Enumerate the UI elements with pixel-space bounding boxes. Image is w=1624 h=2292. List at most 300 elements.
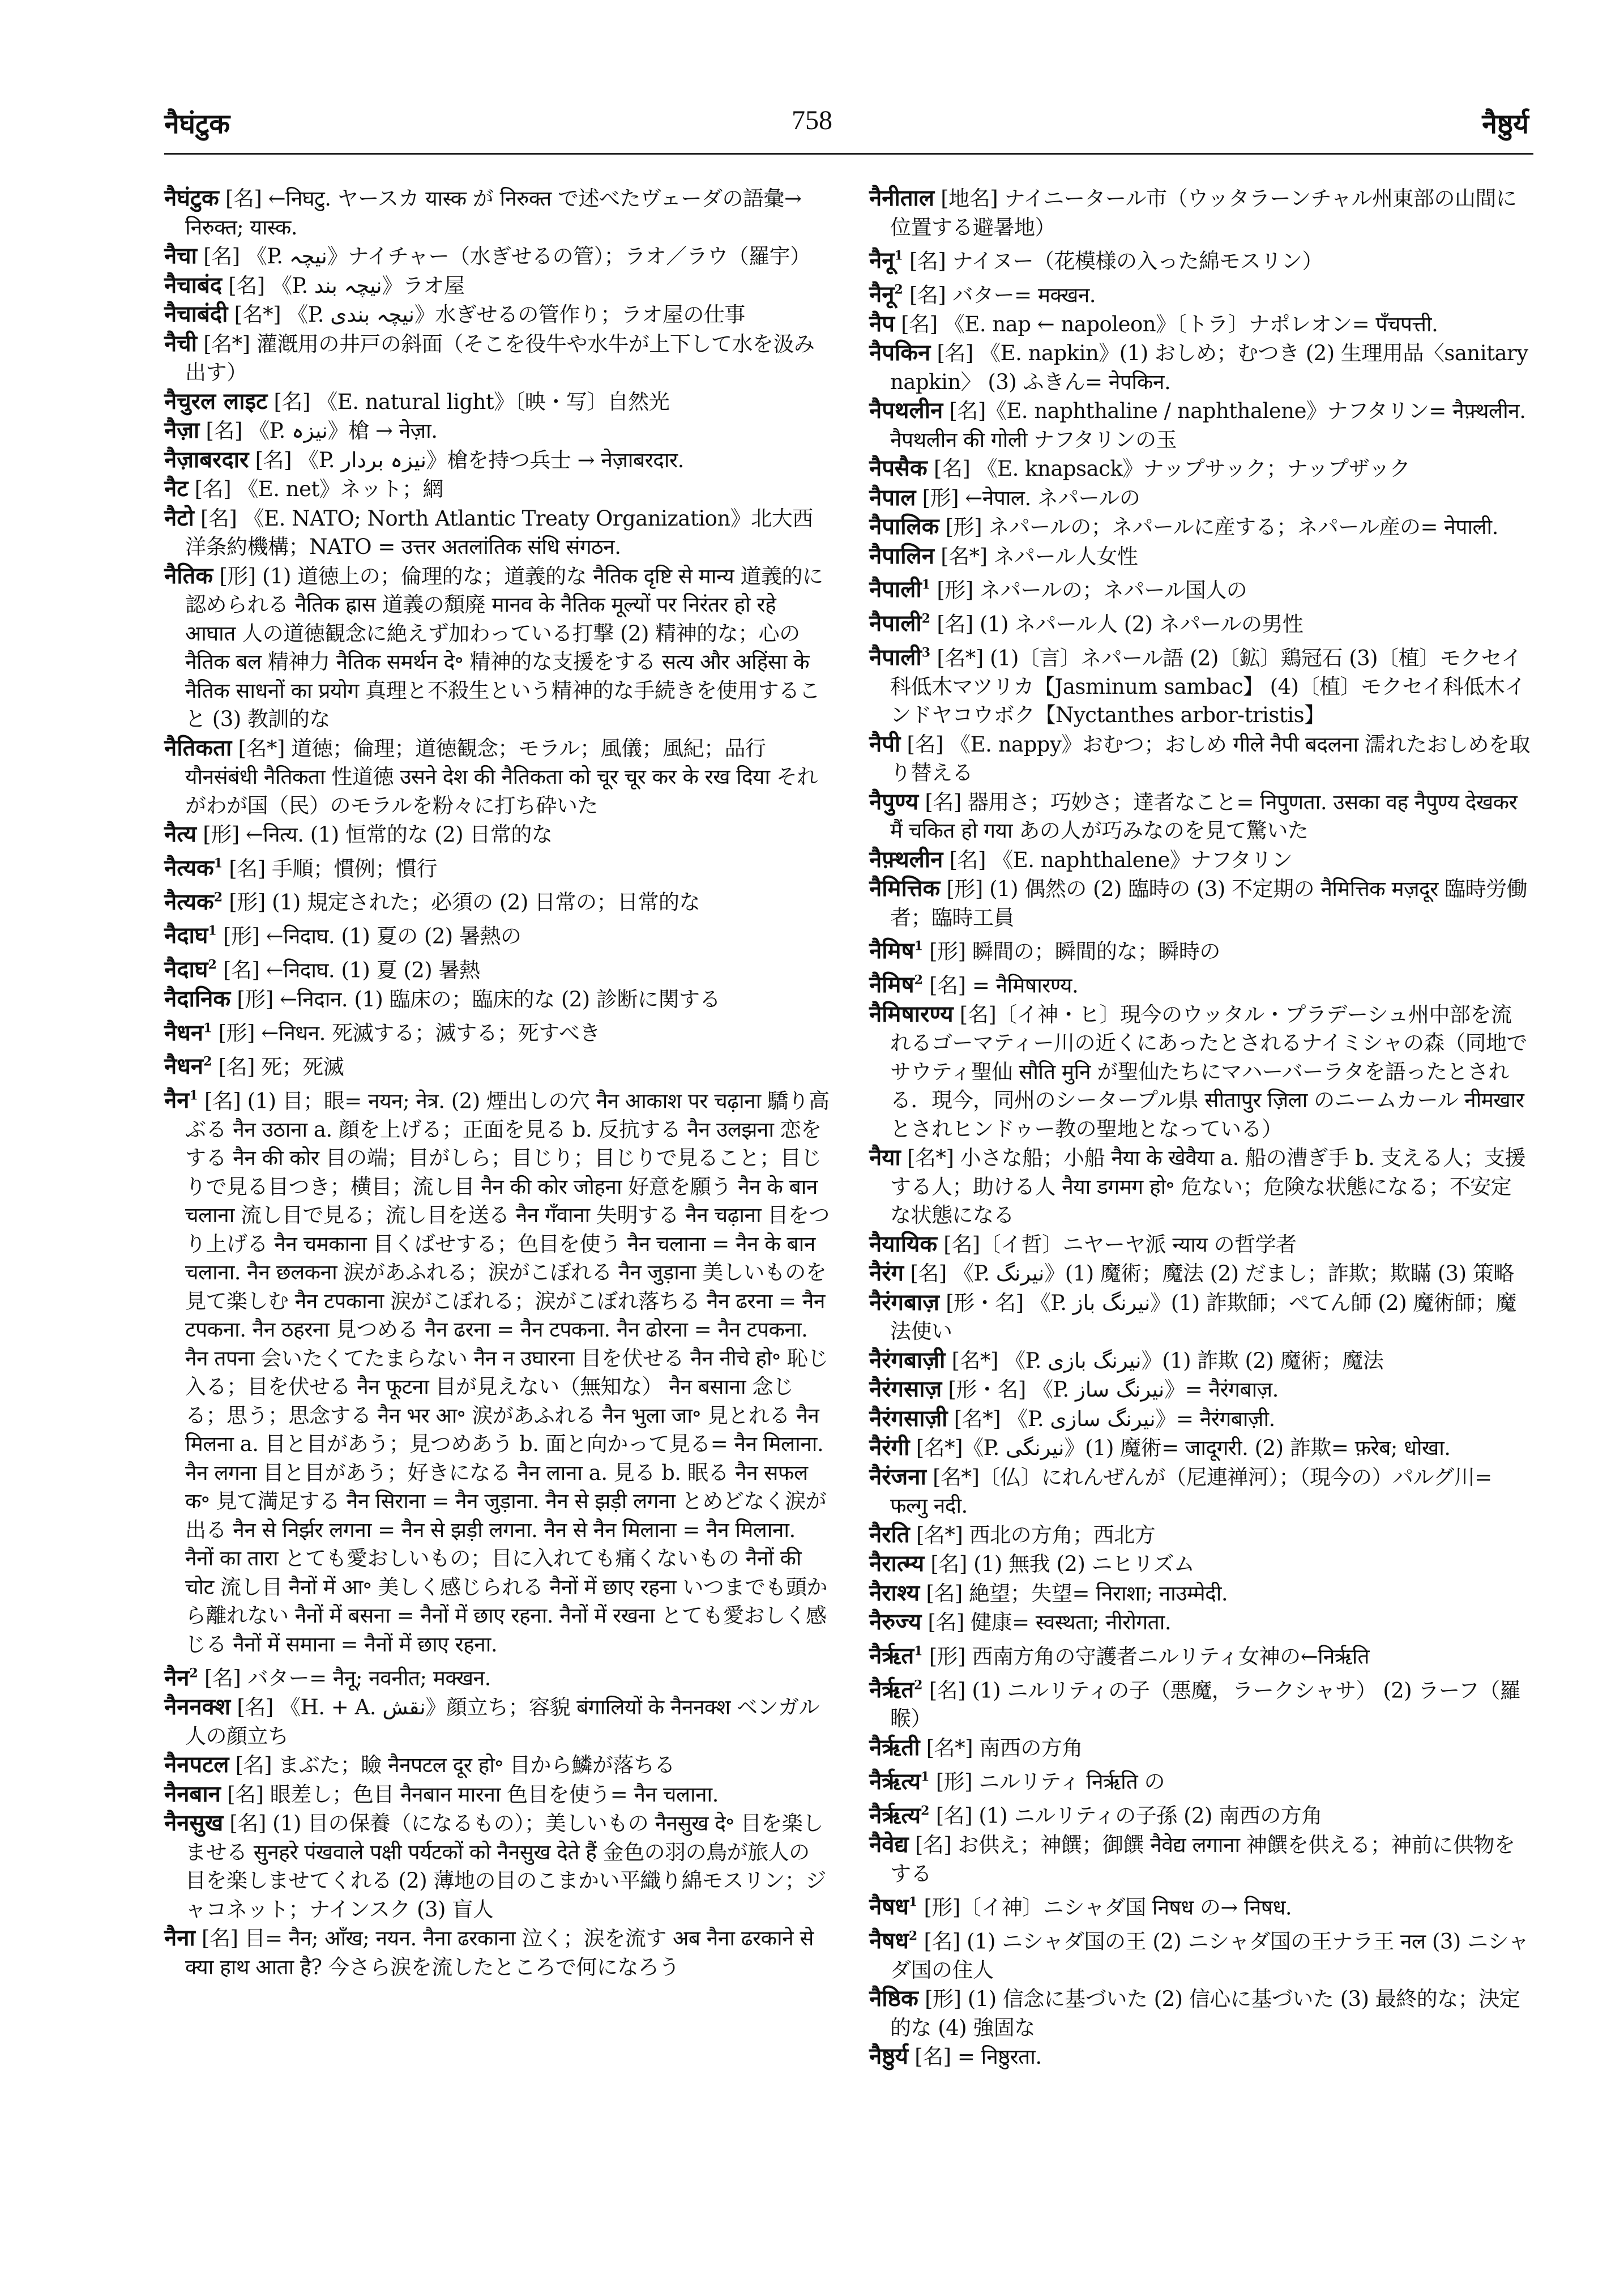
homograph-number: 1 — [189, 1088, 198, 1103]
definition: [名] 眼差し；色目 नैनबान मारना 色目を使う= नैन चलाना. — [220, 1782, 719, 1807]
definition: [名] (1) ニルリティの子孫 (2) 南西の方角 — [929, 1803, 1322, 1828]
headword-text: नैपाली — [869, 644, 922, 671]
homograph-number: 1 — [203, 1021, 212, 1036]
headword — [164, 388, 267, 415]
homograph-number: 1 — [894, 249, 903, 263]
headword-text: नैष्ठुर्य — [869, 2043, 908, 2070]
dictionary-entry — [164, 242, 830, 271]
headword — [164, 1087, 198, 1113]
definition: [形] ←निदान. (1) 臨床の；臨床的な (2) 診断に関する — [230, 987, 720, 1011]
headword — [869, 1260, 904, 1286]
definition: [名] (1) 目；眼= नयन; नेत्र. (2) 煙出しの穴 नैन आकाश पर चढ़ाना 驕り高ぶる नैन उठाना a. 顔を上げる；正面を見る b. 反抗する नैन उलझना 恋をする नैन की कोर 目の端；目がしら；目じり；目じりで見ること；目じりで見る目つき；横目；流し目 नैन की कोर जोहना 好意を願う नैन के बान चलाना 流し目で見る；流し目を送る नैन गँवाना 失明する नैन चढ़ाना 目をつり上げる नैन चमकाना 目くばせする；色目を使う नैन चलाना = नैन के बान चलाना. नैन छलकना 涙があふれる；涙がこぼれる नैन जुड़ाना 美しいものを見て楽しむ नैन टपकाना 涙がこぼれる；涙がこぼれ落ちる नैन ढरना = नैन टपकना. नैन ठहरना 見つめる नैन ढरना = नैन टपकना. नैन ढोरना = नैन टपकना. नैन तपना 会いたくてたまらない नैन न उघारना 目を伏せる नैन नीचे हो॰ 恥じ入る；目を伏せる नैन फूटना 目が見えない（無知な） नैन बसाना 念じる；思う；思念する नैन भर आ॰ 涙があふれる नैन भुला जा॰ 見とれる नैन मिलना a. 目と目があう；見つめあう b. 面と向かって見る= नैन मिलाना. नैन लगना 目と目があう；好きになる नैन लाना a. 見る b. 眠る नैन सफल क॰ 見て満足する नैन सिराना = नैन जुड़ाना. नैन से झड़ी लगना とめどなく涙が出る नैन से निर्झर लगना = नैन से झड़ी लगना. नैन से नैन मिलाना = नैन मिलाना. नैनों का तारा とても愛おしいもの；目に入れても痛くないもの नैनों की चोट 流し目 नैनों में आ॰ 美しく感じられる नैनों में छाए रहना いつまでも頭から離れない नैनों में बसना = नैनों में छाए रहना. नैनों में रखना とても愛おしく感じる नैनों में समाना = नैनों में छाए रहना. — [185, 1089, 830, 1657]
definition: [形] (1) 偶然の (2) 臨時の (3) 不定期の नैमित्तिक मज़दूर 臨時労働者；臨時工員 — [890, 877, 1528, 930]
definition: [名] (1) 目の保養（になるもの）；美しいもの नैनसुख दे॰ 目を楽しませる सुनहरे पंखवाले पक्षी पर्यटकों को नैनसुख देते हैं 金色の羽の鳥が旅人の目を楽しませてくれる (2) 薄地の目のこまかい平織り綿モスリン；ジャコネット；ナインスク (3) 盲人 — [185, 1811, 826, 1922]
definition: [形] (1) 規定された；必須の (2) 日常の；日常的な — [223, 890, 700, 915]
definition: [名*]〔仏〕にれんぜんが（尼連禅河）；（現今の）パルグ川= फल्गु नदी. — [890, 1465, 1492, 1518]
headword — [164, 242, 197, 269]
dictionary-entry — [869, 1433, 1532, 1463]
headword — [164, 1693, 230, 1720]
headword-text: नैन — [164, 1087, 190, 1114]
definition: [名] = नैमिषारण्य. — [922, 973, 1079, 998]
dictionary-entry — [869, 484, 1532, 513]
dictionary-entry — [164, 1659, 830, 1693]
headword — [164, 922, 217, 949]
headword-text: नैवेद्य — [869, 1831, 909, 1858]
dictionary-entry — [869, 1671, 1532, 1734]
headword — [164, 562, 213, 589]
dictionary-entry — [164, 1693, 830, 1751]
definition: [名] 《H. + A. نقش》顔立ち；容貌 बंगालियों के नैननक्श ベンガル人の顔立ち — [185, 1695, 820, 1748]
homograph-number: 2 — [208, 957, 217, 972]
headword — [869, 937, 923, 964]
homograph-number: 2 — [203, 1055, 212, 1070]
headword — [869, 1831, 909, 1858]
dictionary-entry — [164, 951, 830, 985]
headword-text: नैरंग — [869, 1260, 904, 1287]
dictionary-entry — [164, 1924, 830, 1982]
headword — [869, 644, 930, 671]
definition: [名]《E. naphthaline / naphthalene》ナフタリン= नैफ़्थलीन. नैपथलीन की गोली ナフタリンの玉 — [890, 399, 1526, 452]
definition: [名]〔イ神・ヒ〕現今のウッタル・プラデーシュ州中部を流れるゴーマティー川の近くにあったとされるナイミシャの森（同地でサウティ聖仙 सौति मुनि が聖仙たちにマハーバーラタを語ったとされる．現今，同州のシータープル県 सीतापुर ज़िला のニームカール नीमखार とされヒンドゥー教の聖地となっている） — [890, 1002, 1527, 1141]
headword-text: नैत्यक — [164, 888, 214, 915]
headword-text: नैर्ऋत — [869, 1676, 914, 1703]
dictionary-entry — [869, 1984, 1532, 2042]
headword-text: नैपसैक — [869, 455, 928, 482]
headword — [869, 576, 930, 603]
definition: [名] 《E. natural light》〔映・写〕自然光 — [267, 389, 670, 414]
headword-text: नैमिष — [869, 937, 914, 964]
definition: [形] ←निदाघ. (1) 夏の (2) 暑熱の — [216, 924, 522, 949]
homograph-number: 2 — [189, 1666, 198, 1681]
dictionary-entry — [869, 966, 1532, 1000]
homograph-number: 2 — [914, 1678, 923, 1693]
headword — [164, 855, 223, 881]
definition: [名*] (1)〔言〕ネパール語 (2)〔鉱〕鶏冠石 (3)〔植〕モクセイ科低木マツリカ【Jasminum sambac】 (4)〔植〕モクセイ科低木インドヤコウボク【Nyctanthes arbor-tristis】 — [890, 646, 1525, 728]
headword-text: नैज़ाबरदार — [164, 446, 249, 473]
headword-text: नैनीताल — [869, 185, 935, 211]
dictionary-entry — [164, 271, 830, 301]
dictionary-entry — [164, 387, 830, 417]
headword — [869, 610, 930, 637]
headword-text: नैरंगसाज़ी — [869, 1405, 948, 1432]
homograph-number: 2 — [921, 1803, 930, 1819]
headword — [164, 889, 223, 915]
definition: [名*] 道徳；倫理；道徳観念；モラル；風儀；風紀；品行 यौनसंबंधी नैतिकता 性道徳 उसने देश की नैतिकता को चूर चूर कर के रख दिया それがわが国（民）のモラルを粉々に打ち砕いた — [185, 736, 818, 818]
dictionary-entry — [164, 1809, 830, 1924]
headword-text: नैयायिक — [869, 1230, 938, 1257]
headword — [164, 505, 194, 531]
dictionary-entry — [869, 730, 1532, 788]
headword-text: नैनू — [869, 281, 895, 308]
definition: [名] ←निदाघ. (1) 夏 (2) 暑熱 — [216, 958, 480, 983]
headword-text: नैरंगी — [869, 1434, 910, 1461]
headword-text: नैदानिक — [164, 985, 231, 1012]
headword — [869, 971, 923, 998]
headword-text: नैतिक — [164, 562, 213, 589]
headword-text: नैन — [164, 1664, 190, 1691]
headword — [164, 301, 228, 327]
dictionary-entry — [869, 242, 1532, 276]
definition: [名] 《P. نیزہ》槍 → नेज़ा. — [199, 419, 438, 443]
headword — [869, 1676, 922, 1703]
headword-text: नैधन — [164, 1053, 203, 1080]
headword-text: नैतिकता — [164, 734, 232, 761]
dictionary-entry — [164, 504, 830, 562]
headword-text: नैरति — [869, 1521, 910, 1548]
dictionary-entry — [869, 1762, 1532, 1796]
headword — [869, 310, 895, 337]
dictionary-entry — [164, 917, 830, 951]
headword-text: नैमिष — [869, 971, 914, 998]
headword-text: नैत्यक — [164, 854, 214, 881]
definition: [形] 瞬間の；瞬間的な；瞬時の — [922, 939, 1220, 964]
header-rule — [164, 153, 1533, 155]
headword-text: नैची — [164, 330, 197, 357]
headword-text: नैपाली — [869, 576, 922, 603]
definition: [形] ネパールの；ネパールに産する；ネパール産の= नेपाली. — [939, 515, 1498, 540]
headword — [869, 455, 928, 481]
definition: [名] (1) ニルリティの子（悪魔，ラークシャサ） (2) ラーフ（羅睺） — [890, 1678, 1521, 1731]
dictionary-entry — [869, 1550, 1532, 1579]
headword-text: नैरात्म्य — [869, 1550, 925, 1577]
headword-text: नैचाबंद — [164, 271, 223, 298]
dictionary-entry — [869, 396, 1532, 454]
headword-text: नैत्य — [164, 821, 196, 847]
dictionary-entry — [164, 734, 830, 821]
headword — [869, 1376, 942, 1402]
definition: [名] 死；死滅 — [212, 1055, 344, 1079]
definition: [形]〔イ神〕ニシャダ国 निषध の→ निषध. — [917, 1895, 1292, 1920]
headword — [869, 1347, 945, 1373]
headword-text: नैनबान — [164, 1780, 221, 1807]
headword — [869, 1802, 929, 1829]
headword-text: नैननक्श — [164, 1693, 231, 1721]
headword-text: नैज़ा — [164, 417, 200, 443]
homograph-number: 3 — [921, 645, 931, 660]
headword — [869, 397, 943, 424]
homograph-number: 1 — [914, 1644, 923, 1659]
definition: [名*] 《P. نیرنگ بازی》(1) 詐欺 (2) 魔術；魔法 — [945, 1348, 1384, 1373]
headword — [869, 1434, 909, 1461]
definition: [名] バター= मक्खन. — [903, 283, 1096, 308]
dictionary-entry — [164, 1082, 830, 1659]
definition: [名] 《P. نیچہ》ナイチャー（水ぎせるの管）；ラオ／ラウ（羅宇） — [196, 244, 811, 268]
headword-text: नैफ़्थलीन — [869, 846, 943, 873]
headword — [164, 417, 199, 443]
headword — [869, 1734, 920, 1761]
homograph-number: 1 — [921, 578, 931, 593]
definition: [形] (1) 道徳上の；倫理的な；道義的な नैतिक दृष्टि से मान्य 道義的に認められる नैतिक ह्रास 道義の頽廃 मानव के नैतिक मूल्यों पर निरंतर हो रहे आघात 人の道徳観念に絶えず加わっている打撃 (2) 精神的な；心の नैतिक बल 精神力 नैतिक समर्थन दे॰ 精神的な支援をする सत्य और अहिंसा के नैतिक साधनों का प्रयोग 真理と不殺生という精神的な手続きを使用すること (3) 教訓的な — [185, 564, 823, 731]
dictionary-entry — [164, 184, 830, 242]
headword-text: नैदाघ — [164, 922, 208, 949]
homograph-number: 1 — [213, 856, 223, 871]
definition: [名] 《E. nappy》おむつ；おしめ गीले नैपी बदलना 濡れたおしめを取り替える — [890, 732, 1531, 786]
dictionary-entry — [869, 1888, 1532, 1922]
headword — [164, 475, 188, 502]
definition: [名*]《P. نیرنگی》(1) 魔術= जादूगरी. (2) 詐欺= फ़रेब; धोखा. — [909, 1436, 1451, 1461]
headword-text: नैदाघ — [164, 956, 208, 983]
headword — [869, 788, 918, 815]
headword-text: नैचुरल लाइट — [164, 387, 268, 415]
headword-text: नैया — [869, 1144, 901, 1171]
definition: [名] (1) 無我 (2) ニヒリズム — [924, 1552, 1195, 1577]
dictionary-entry — [869, 1608, 1532, 1637]
definition: [名] ←निघटु. ヤースカ यास्क が निरुक्त で述べたヴェーダの語彙→ निरुक्त; यास्क. — [185, 186, 802, 240]
definition: [名*] 南西の方角 — [920, 1735, 1083, 1760]
definition: [名]〔イ哲〕ニヤーヤ派 न्याय の哲学者 — [937, 1232, 1297, 1257]
headword — [164, 1809, 223, 1836]
headword — [164, 1664, 198, 1691]
headword-text: नैरंजना — [869, 1463, 926, 1490]
definition: [名] 健康= स्वस्थता; नीरोगता. — [921, 1610, 1172, 1635]
definition: [名] 《E. nap ← napoleon》〔トラ〕ナポレオン= पँचपत्ती. — [894, 311, 1438, 336]
homograph-number: 2 — [213, 890, 223, 905]
dictionary-entry — [164, 1780, 830, 1809]
headword-text: नैषध — [869, 1927, 909, 1954]
headword — [869, 1608, 921, 1635]
definition: [名] お供え；神饌；御饌 नैवेद्य लगाना 神饌を供える；神前に供物をする — [890, 1833, 1515, 1886]
headword — [164, 956, 217, 983]
dictionary-entry — [869, 788, 1532, 846]
headword — [164, 330, 197, 357]
headword — [869, 484, 916, 511]
dictionary-entry — [869, 184, 1532, 242]
dictionary-entry — [869, 1463, 1532, 1521]
headword — [869, 1405, 948, 1432]
dictionary-entry — [869, 1405, 1532, 1434]
dictionary-entry — [164, 883, 830, 917]
headword-text: नैपथलीन — [869, 397, 943, 424]
dictionary-entry — [869, 1143, 1532, 1230]
headword — [869, 543, 934, 569]
headword — [869, 1768, 929, 1795]
right-column — [869, 184, 1532, 2072]
headword — [869, 1463, 926, 1490]
headword — [869, 1289, 939, 1316]
headword-text: नैरंगबाज़ — [869, 1288, 939, 1316]
dictionary-entry — [869, 571, 1532, 605]
headword-text: नैट — [164, 475, 189, 502]
dictionary-entry — [164, 562, 830, 734]
homograph-number: 1 — [921, 1769, 930, 1785]
headword-text: नैर्ऋत — [869, 1642, 914, 1670]
headword-text: नैचा — [164, 242, 197, 269]
header-guide-word-right: नैष्ठुर्य — [1482, 108, 1529, 140]
headword — [869, 1893, 917, 1920]
definition: [形・名] 《P. نیرنگ ساز》= नैरंगबाज़. — [942, 1377, 1279, 1402]
definition: [名] 絶望；失望= निराशा; नाउम्मेदी. — [920, 1581, 1228, 1606]
homograph-number: 2 — [921, 611, 931, 626]
homograph-number: 2 — [914, 972, 923, 988]
definition: [地名] ナイニータール市（ウッタラーンチャル州東部の山間に位置する避暑地） — [890, 186, 1517, 240]
definition: [名*] 西北の方角；西北方 — [909, 1522, 1156, 1547]
definition: [名] バター= नैनू; नवनीत; मक्खन. — [198, 1666, 491, 1691]
dictionary-entry — [164, 300, 830, 330]
headword — [869, 1001, 954, 1027]
dictionary-entry — [869, 1521, 1532, 1550]
definition: [名] (1) ニシャダ国の王 (2) ニシャダ国の王ナラ王 नल (3) ニシャダ国の住人 — [890, 1929, 1529, 1982]
dictionary-entry — [869, 874, 1532, 932]
definition: [名*] 小さな船；小船 नैया के खेवैया a. 船の漕ぎ手 b. 支える人；支援する人；助ける人 नैया डगमग हो॰ 危ない；危険な状態になる；不安定な状態になる — [890, 1146, 1526, 1228]
headword-text: नैप — [869, 310, 895, 337]
definition: [形] ←निधन. 死滅する；滅する；死すべき — [212, 1021, 600, 1045]
dictionary-entry — [869, 339, 1532, 396]
dictionary-entry — [869, 2042, 1532, 2072]
definition: [名] ナイヌー（花模様の入った綿モスリン） — [903, 249, 1323, 274]
headword-text: नैनू — [869, 247, 895, 274]
definition: [形] ←नित्य. (1) 恒常的な (2) 日常的な — [196, 822, 553, 847]
left-column — [164, 184, 830, 1982]
dictionary-entry — [869, 639, 1532, 730]
headword-text: नैरंगबाज़ी — [869, 1346, 946, 1373]
definition: [名] = निष्ठुरता. — [908, 2045, 1042, 2069]
headword — [869, 513, 939, 540]
definition: [名] 目= नैन; आँख; नयन. नैना ढरकाना 泣く；涙を流す अब नैना ढरकाने से क्या हाथ आता है? 今さら涙を流したところで何になろう — [185, 1926, 814, 1979]
dictionary-entry — [164, 820, 830, 850]
headword — [164, 185, 219, 211]
headword — [869, 1927, 917, 1954]
headword-text: नैर्ऋत्य — [869, 1802, 921, 1829]
headword-text: नैधन — [164, 1019, 203, 1046]
dictionary-entry — [869, 1734, 1532, 1763]
dictionary-entry — [869, 1796, 1532, 1830]
homograph-number: 2 — [894, 282, 903, 297]
definition: [形] ←नेपाल. ネパールの — [916, 485, 1140, 510]
definition: [名*] ネパール人女性 — [934, 544, 1138, 569]
headword-text: नैमित्तिक — [869, 875, 941, 902]
headword-text: नैपालिन — [869, 542, 934, 569]
headword — [164, 1781, 221, 1807]
dictionary-entry — [164, 850, 830, 883]
homograph-number: 1 — [208, 924, 217, 939]
headword — [869, 1550, 924, 1577]
dictionary-entry — [869, 1830, 1532, 1888]
definition: [名] (1) ネパール人 (2) ネパールの男性 — [930, 612, 1304, 637]
dictionary-entry — [869, 1579, 1532, 1608]
headword — [869, 1144, 901, 1171]
headword-text: नैनसुख — [164, 1809, 224, 1837]
headword — [164, 1924, 195, 1951]
dictionary-entry — [869, 1375, 1532, 1405]
dictionary-entry — [164, 475, 830, 504]
definition: [名] 《E. napkin》(1) おしめ；むつき (2) 生理用品〈sanitary napkin〉 (3) ふきん= नेपकिन. — [890, 341, 1528, 394]
definition: [形] ネパールの；ネパール国人の — [930, 578, 1247, 603]
homograph-number: 1 — [908, 1895, 918, 1910]
headword — [869, 247, 903, 274]
headword — [869, 2043, 908, 2069]
dictionary-entry — [869, 846, 1532, 875]
headword-text: नैपाल — [869, 484, 916, 511]
definition: [名] 手順；慣例；慣行 — [223, 856, 437, 881]
headword-text: नैराश्य — [869, 1579, 920, 1606]
headword — [869, 846, 943, 873]
headword — [164, 735, 232, 761]
dictionary-entry — [164, 330, 830, 387]
headword-text: नैटो — [164, 504, 194, 531]
headword — [164, 985, 230, 1012]
definition: [形] 西南方角の守護者ニルリティ女神の←निर्ऋति — [922, 1644, 1369, 1669]
headword-text: नैर्ऋत्य — [869, 1768, 921, 1795]
dictionary-entry — [869, 454, 1532, 484]
dictionary-entry — [869, 1000, 1532, 1144]
dictionary-entry — [869, 276, 1532, 310]
headword-text: नैपकिन — [869, 339, 931, 366]
dictionary-entry — [869, 310, 1532, 339]
definition: [名*] 《P. نیچہ بندی》水ぎせるの管作り；ラオ屋の仕事 — [228, 302, 745, 327]
headword-text: नैघंटुक — [164, 185, 219, 211]
dictionary-entry — [164, 1014, 830, 1048]
dictionary-entry — [164, 1751, 830, 1780]
headword-text: नैना — [164, 1924, 195, 1952]
homograph-number: 1 — [914, 939, 923, 954]
dictionary-entry — [164, 446, 830, 475]
headword — [869, 1580, 920, 1606]
headword-text: नैपी — [869, 730, 901, 757]
headword-text: नैष्ठिक — [869, 1985, 918, 2012]
headword — [164, 1751, 229, 1778]
definition: [名] 《E. knapsack》ナップサック；ナップザック — [927, 456, 1411, 481]
definition: [名] 《E. NATO; North Atlantic Treaty Organization》北大西洋条約機構；NATO = उत्तर अतलांतिक संधि संगठन. — [185, 506, 813, 559]
homograph-number: 2 — [908, 1928, 918, 1944]
headword-text: नैरंगसाज़ — [869, 1376, 942, 1403]
headword-text: नैर्ऋती — [869, 1734, 920, 1761]
definition: [形・名] 《P. نیرنگ باز》(1) 詐欺師；ぺてん師 (2) 魔術師；魔法使い — [890, 1290, 1516, 1344]
definition: [名] 器用さ；巧妙さ；達者なこと= निपुणता. उसका वह नैपुण्य देखकर मैं चकित हो गया あの人が巧みなのを見て驚いた — [890, 789, 1518, 843]
dictionary-entry — [869, 1922, 1532, 1984]
headword — [869, 185, 934, 211]
header-guide-word-left: नैघंटुक — [164, 108, 230, 140]
dictionary-entry — [869, 1346, 1532, 1376]
dictionary-entry — [164, 1048, 830, 1082]
page-number: 758 — [792, 105, 832, 135]
definition: [名] 《E. naphthalene》ナフタリン — [943, 847, 1293, 872]
definition: [名] 《P. نیزہ بردار》槍を持つ兵士 → नेज़ाबरदार. — [249, 447, 684, 472]
headword — [869, 875, 940, 902]
headword — [164, 446, 249, 473]
headword — [869, 339, 930, 366]
dictionary-entry — [164, 416, 830, 446]
dictionary-entry — [869, 932, 1532, 966]
definition: [名] 《P. نیرنگ》(1) 魔術；魔法 (2) だまし；詐欺；欺瞞 (3) 策略 — [904, 1261, 1514, 1286]
headword — [164, 272, 222, 298]
headword-text: नैरुज्य — [869, 1608, 922, 1636]
headword-text: नैषध — [869, 1893, 909, 1920]
dictionary-entry — [869, 605, 1532, 639]
headword — [869, 281, 903, 308]
definition: [名] 《E. net》ネット；網 — [188, 477, 443, 501]
headword — [164, 1053, 212, 1079]
headword — [869, 1642, 922, 1669]
headword-text: नैचाबंदी — [164, 301, 228, 327]
dictionary-entry — [869, 513, 1532, 542]
headword-text: नैमिषारण्य — [869, 1000, 954, 1027]
definition: [名] 《P. نیچہ بند》ラオ屋 — [222, 273, 465, 298]
dictionary-entry — [869, 1259, 1532, 1288]
definition: [名] まぶた；瞼 नैनपटल दूर हो॰ 目から鱗が落ちる — [229, 1753, 675, 1778]
dictionary-entry — [869, 1637, 1532, 1671]
headword-text: नैनपटल — [164, 1751, 229, 1778]
headword-text: नैपुण्य — [869, 788, 919, 815]
dictionary-entry — [164, 985, 830, 1014]
headword — [869, 1985, 918, 2012]
dictionary-entry — [869, 1230, 1532, 1260]
headword — [869, 1231, 937, 1257]
dictionary-entry — [869, 542, 1532, 571]
headword — [869, 731, 900, 757]
headword — [869, 1521, 910, 1548]
headword-text: नैपालिक — [869, 513, 939, 540]
definition: [形] (1) 信念に基づいた (2) 信心に基づいた (3) 最終的な；決定的な (4) 強固な — [890, 1987, 1520, 2040]
